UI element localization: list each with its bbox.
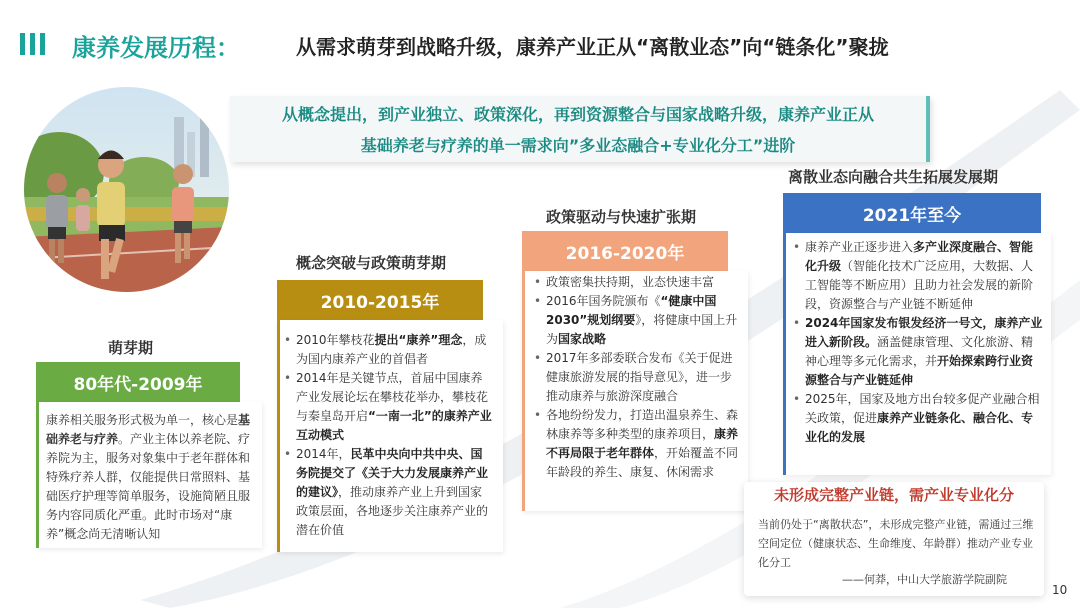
summary-line-1: 从概念提出，到产业独立、政策深化，再到资源整合与国家战略升级，康养产业正从 xyxy=(281,105,874,124)
stage-2-title: 概念突破与政策萌芽期 xyxy=(296,254,447,272)
stage-4-list xyxy=(793,238,1043,447)
stage-4-period: 2021年至今 xyxy=(783,193,1041,233)
stage-3-title: 政策驱动与快速扩张期 xyxy=(546,208,697,226)
stage-2-item: • 2010年攀枝花提出“康养”理念，成为国内康养产业的首倡者 xyxy=(284,331,494,369)
summary-box xyxy=(230,96,930,162)
stage-4-item: • 康养产业正逐步进入多产业深度融合、智能化升级（智能化技术广泛应用，大数据、人工智能等不断应用）且助力社会发展的新阶段，资源整合与产业链不断延伸 xyxy=(793,238,1043,314)
stage-4-title: 离散业态向融合共生拓展发展期 xyxy=(788,168,999,186)
stage-2-list xyxy=(284,331,494,540)
quote-text: 当前仍处于“离散状态”，未形成完整产业链，需通过三维空间定位（健康状态、生命维度、年龄群）推动产业专业化分工 xyxy=(758,518,1034,569)
stage-3-period: 2016-2020年 xyxy=(522,231,728,271)
stage-3-item: • 政策密集扶持期，业态快速丰富 xyxy=(534,273,740,292)
quote-attribution: ——何莽，中山大学旅游学院副院 xyxy=(842,573,1007,586)
stage-2-period: 2010-2015年 xyxy=(277,280,483,320)
stage-3-item: • 2017年多部委联合发布《关于促进健康旅游发展的指导意见》，进一步推动康养与旅游深度融合 xyxy=(534,349,740,406)
page-title: 康养发展历程： xyxy=(72,34,240,62)
stage-2-item: • 2014年，民革中央向中共中央、国务院提交了《关于大力发展康养产业的建议》，推动康养产业上升到国家政策层面，各地逐步关注康养产业的潜在价值 xyxy=(284,445,494,540)
runners-photo xyxy=(24,87,229,292)
stage-1-title: 萌芽期 xyxy=(108,339,154,357)
page-subtitle: 从需求萌芽到战略升级，康养产业正从“离散业态”向“链条化”聚拢 xyxy=(296,35,889,59)
page-number: 10 xyxy=(1052,583,1068,597)
stage-1-period: 80年代-2009年 xyxy=(36,362,240,402)
stage-4-item: • 2025年，国家及地方出台较多促产业融合相关政策，促进康养产业链条化、融合化、专业化的发展 xyxy=(793,390,1043,447)
stage-3-item: • 各地纷纷发力，打造出温泉养生、森林康养等多种类型的康养项目，康养不再局限于老年群体，开始覆盖不同年龄段的养生、康复、休闲需求 xyxy=(534,406,740,482)
stage-3-list xyxy=(534,273,740,482)
stage-3-item: • 2016年国务院颁布《“健康中国2030”规划纲要》，将健康中国上升为国家战略 xyxy=(534,292,740,349)
stage-4-item: • 2024年国家发布银发经济一号文，康养产业进入新阶段。涵盖健康管理、文化旅游、精神心理等多元化需求，并开始探索跨行业资源整合与产业链延伸 xyxy=(793,314,1043,390)
quote-title: 未形成完整产业链，需产业专业化分 xyxy=(773,486,1014,504)
summary-line-2: 基础养老与疗养的单一需求向”多业态融合+专业化分工”进阶 xyxy=(360,136,796,155)
title-accent-bars xyxy=(20,33,45,55)
stage-1-text: 康养相关服务形式极为单一，核心是基础养老与疗养。产业主体以养老院、疗养院为主，服务对象集中于老年群体和特殊疗养人群，仅能提供日常照料、基础医疗护理等简单服务，设施简陋且服务内容同质化严重。此时市场对“康养”概念尚无清晰认知 xyxy=(46,413,251,541)
stage-2-item: • 2014年是关键节点，首届中国康养产业发展论坛在攀枝花举办，攀枝花与秦皇岛开启“一南一北”的康养产业互动模式 xyxy=(284,369,494,445)
